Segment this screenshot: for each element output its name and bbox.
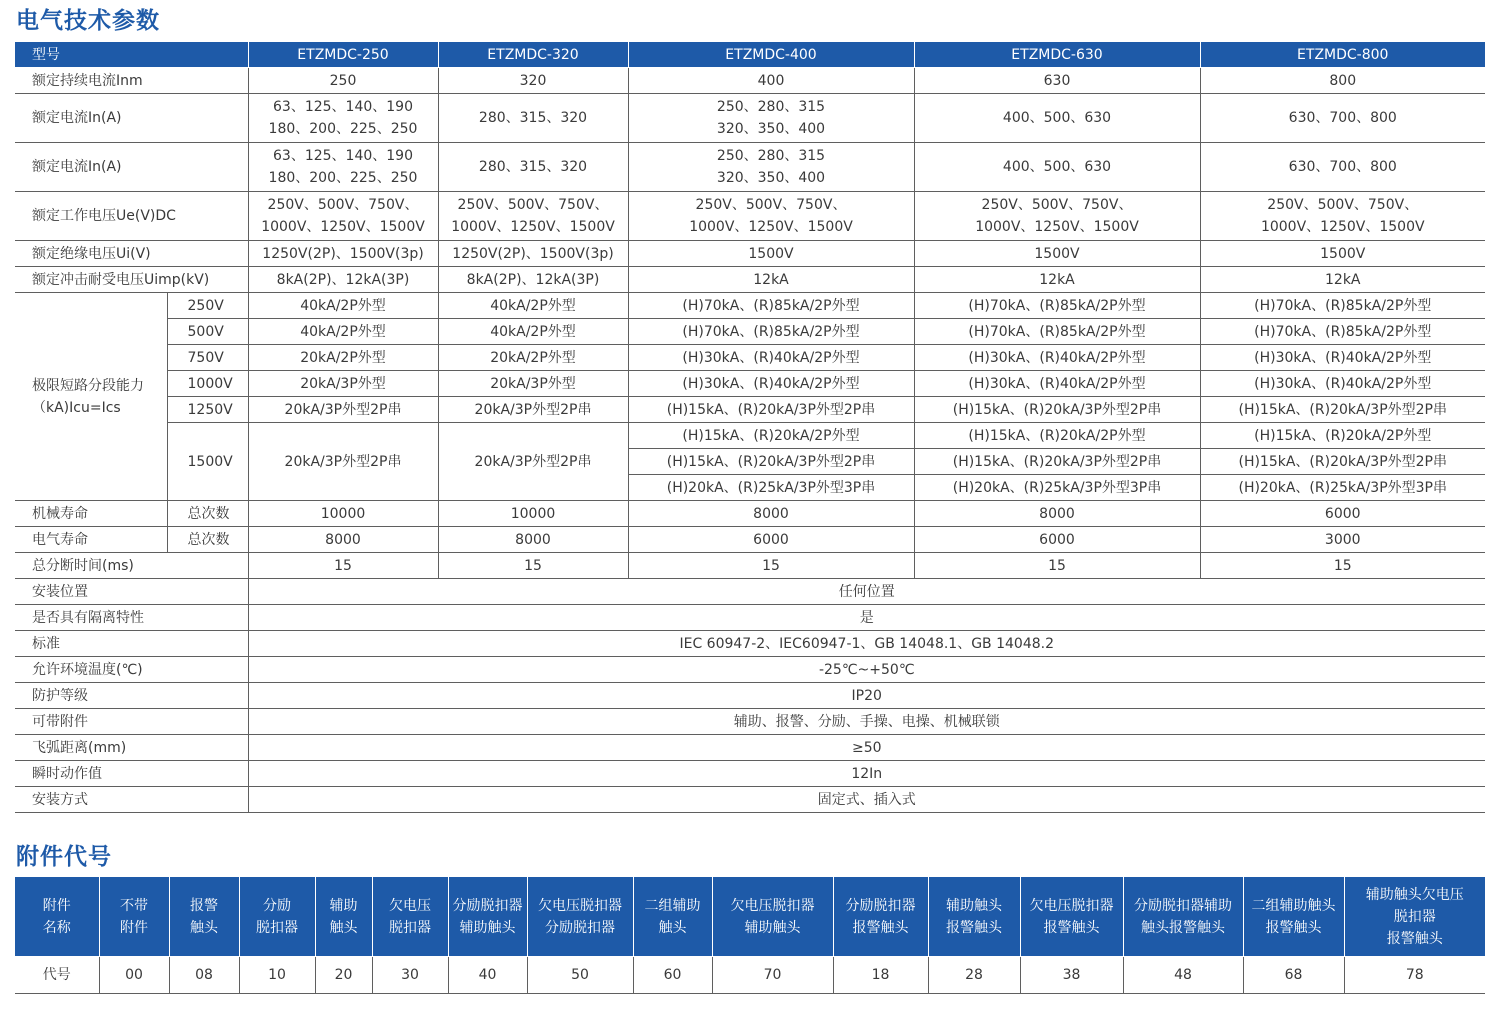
table-row <box>15 527 1485 553</box>
header-line: 辅助触头 <box>459 919 516 936</box>
cell: 15 <box>438 553 628 579</box>
table-row <box>15 345 1485 371</box>
header-line: 报警触头 <box>1386 930 1443 947</box>
voltage-label: 750V <box>167 345 248 371</box>
cell: 8000 <box>248 527 438 553</box>
header-line: 欠电压脱扣器 <box>730 897 815 914</box>
accessory-header-row <box>15 877 1485 957</box>
header-line: 触头 <box>329 919 358 936</box>
cell <box>248 94 438 143</box>
cell: (H)70kA、(R)85kA/2P外型 <box>914 319 1200 345</box>
cell: 250 <box>248 68 438 94</box>
row-label: 额定绝缘电压Ui(V) <box>15 241 248 267</box>
accessory-code: 10 <box>239 957 315 994</box>
spec-table <box>15 41 1485 813</box>
row-label: 电气寿命 <box>15 527 167 553</box>
row-label: 机械寿命 <box>15 501 167 527</box>
cell: (H)30kA、(R)40kA/2P外型 <box>1200 345 1485 371</box>
accessory-code: 48 <box>1123 957 1243 994</box>
cell: 40kA/2P外型 <box>248 293 438 319</box>
table-row <box>15 709 1485 735</box>
cell: IEC 60947-2、IEC60947-1、GB 14048.1、GB 14048.2 <box>248 631 1485 657</box>
cell: 8000 <box>438 527 628 553</box>
table-row <box>15 397 1485 423</box>
cell <box>914 192 1200 241</box>
cell: IP20 <box>248 683 1485 709</box>
accessory-code: 68 <box>1243 957 1344 994</box>
header-line: 触头 <box>658 919 687 936</box>
row-label: 飞弧距离(mm) <box>15 735 248 761</box>
accessory-name-header <box>1123 877 1243 957</box>
cell-line: 180、200、225、250 <box>268 121 418 137</box>
cell <box>914 94 1200 143</box>
accessory-code: 18 <box>833 957 928 994</box>
cell: 12kA <box>914 267 1200 293</box>
accessory-code: 60 <box>633 957 712 994</box>
header-line: 分励 <box>263 897 291 914</box>
cell <box>438 94 628 143</box>
table-row <box>15 553 1485 579</box>
accessory-code: 50 <box>527 957 633 994</box>
cell-line: 280、315、320 <box>478 159 588 175</box>
cell: 800 <box>1200 68 1485 94</box>
header-line: 报警触头 <box>946 919 1002 936</box>
cell: (H)70kA、(R)85kA/2P外型 <box>914 293 1200 319</box>
cell: 6000 <box>1200 501 1485 527</box>
accessory-name-header <box>448 877 527 957</box>
header-line: 触头报警触头 <box>1141 919 1225 936</box>
accessory-name-header <box>1344 877 1485 957</box>
cell: 任何位置 <box>248 579 1485 605</box>
header-line: 二组辅助 <box>644 897 701 914</box>
header-line: 脱扣器 <box>256 919 298 936</box>
model-header: ETZMDC-800 <box>1200 42 1485 68</box>
accessory-code: 70 <box>712 957 833 994</box>
sub-label: 总次数 <box>167 501 248 527</box>
cell-line: 250V、500V、750V、 <box>457 197 609 213</box>
accessory-name-header <box>712 877 833 957</box>
cell <box>1200 143 1485 192</box>
accessory-name-header <box>315 877 372 957</box>
cell: (H)15kA、(R)20kA/3P外型2P串 <box>914 449 1200 475</box>
accessory-code: 08 <box>169 957 239 994</box>
cell: (H)30kA、(R)40kA/2P外型 <box>628 371 914 397</box>
cell: 8000 <box>628 501 914 527</box>
cell-line: 63、125、140、190 <box>273 99 413 115</box>
cell-line: 280、315、320 <box>478 110 588 126</box>
accessory-code: 00 <box>99 957 169 994</box>
cell: 20kA/3P外型2P串 <box>248 423 438 501</box>
cell: 1500V <box>914 241 1200 267</box>
table-row <box>15 143 1485 192</box>
cell: 8kA(2P)、12kA(3P) <box>438 267 628 293</box>
code-label: 代号 <box>15 957 99 994</box>
header-line: 分励脱扣器辅助 <box>1134 897 1232 914</box>
row-label: 额定冲击耐受电压Uimp(kV) <box>15 267 248 293</box>
cell: (H)15kA、(R)20kA/3P外型2P串 <box>914 397 1200 423</box>
cell: 15 <box>1200 553 1485 579</box>
table-row <box>15 371 1485 397</box>
cell: 10000 <box>438 501 628 527</box>
cell-line: 400、500、630 <box>1002 159 1112 175</box>
cell-line: 630、700、800 <box>1288 159 1397 175</box>
cell <box>1200 192 1485 241</box>
cell: 40kA/2P外型 <box>438 319 628 345</box>
cell-line: 1000V、1250V、1500V <box>975 219 1139 235</box>
voltage-label: 500V <box>167 319 248 345</box>
cell: (H)30kA、(R)40kA/2P外型 <box>1200 371 1485 397</box>
cell-line: 1000V、1250V、1500V <box>689 219 853 235</box>
voltage-label: 1000V <box>167 371 248 397</box>
header-line: 附件 <box>120 919 148 936</box>
row-label: 防护等级 <box>15 683 248 709</box>
header-line: 辅助 <box>329 897 358 914</box>
cell: 15 <box>248 553 438 579</box>
accessory-code: 20 <box>315 957 372 994</box>
table-row <box>15 657 1485 683</box>
cell <box>628 143 914 192</box>
row-label: 允许环境温度(℃) <box>15 657 248 683</box>
row-label: 标准 <box>15 631 248 657</box>
cell: 630 <box>914 68 1200 94</box>
table-row <box>15 501 1485 527</box>
row-label: 瞬时动作值 <box>15 761 248 787</box>
cell: ≥50 <box>248 735 1485 761</box>
cell <box>438 192 628 241</box>
cell: (H)15kA、(R)20kA/3P外型2P串 <box>1200 397 1485 423</box>
row-label: 额定持续电流Inm <box>15 68 248 94</box>
cell: (H)30kA、(R)40kA/2P外型 <box>628 345 914 371</box>
table-row <box>15 761 1485 787</box>
row-label: 额定工作电压Ue(V)DC <box>15 192 248 241</box>
label-line: （kA)Icu=Ics <box>32 399 121 416</box>
row-label: 额定电流In(A) <box>15 143 248 192</box>
cell: (H)70kA、(R)85kA/2P外型 <box>628 293 914 319</box>
header-line: 辅助触头 <box>946 897 1002 914</box>
accessory-code: 28 <box>928 957 1020 994</box>
table-row <box>15 192 1485 241</box>
accessory-name-header <box>239 877 315 957</box>
header-line: 触头 <box>190 919 218 936</box>
model-header: ETZMDC-250 <box>248 42 438 68</box>
header-line: 分励脱扣器 <box>545 919 615 936</box>
cell: (H)20kA、(R)25kA/3P外型3P串 <box>1200 475 1485 501</box>
header-line: 二组辅助触头 <box>1251 897 1336 914</box>
accessory-name-header <box>833 877 928 957</box>
cell: -25℃~+50℃ <box>248 657 1485 683</box>
cell: 320 <box>438 68 628 94</box>
row-label: 可带附件 <box>15 709 248 735</box>
cell-line: 250V、500V、750V、 <box>267 197 419 213</box>
label-line: 极限短路分段能力 <box>32 377 144 394</box>
voltage-label: 250V <box>167 293 248 319</box>
cell-line: 250V、500V、750V、 <box>1267 197 1419 213</box>
table-row <box>15 787 1485 813</box>
cell: 20kA/3P外型2P串 <box>248 397 438 423</box>
table-row <box>15 631 1485 657</box>
accessory-name-header <box>99 877 169 957</box>
cell: 20kA/3P外型 <box>438 371 628 397</box>
row-label: 额定电流In(A) <box>15 94 248 143</box>
accessory-code-row <box>15 957 1485 994</box>
header-line: 欠电压脱扣器 <box>538 897 622 914</box>
cell: (H)15kA、(R)20kA/3P外型2P串 <box>628 397 914 423</box>
cell <box>1200 94 1485 143</box>
table-row <box>15 683 1485 709</box>
cell: 6000 <box>914 527 1200 553</box>
accessory-name-header <box>928 877 1020 957</box>
row-label <box>15 293 167 501</box>
header-line: 欠电压脱扣器 <box>1029 897 1114 914</box>
cell-line: 250、280、315 <box>716 99 826 115</box>
table-row <box>15 241 1485 267</box>
spec-header-row <box>15 42 1485 68</box>
cell: (H)15kA、(R)20kA/2P外型 <box>1200 423 1485 449</box>
model-header: ETZMDC-630 <box>914 42 1200 68</box>
header-line: 辅助触头欠电压 <box>1365 886 1464 903</box>
cell <box>438 143 628 192</box>
cell: (H)30kA、(R)40kA/2P外型 <box>914 371 1200 397</box>
cell: 是 <box>248 605 1485 631</box>
cell: 400 <box>628 68 914 94</box>
table-row <box>15 68 1485 94</box>
row-label: 安装位置 <box>15 579 248 605</box>
cell: 20kA/3P外型2P串 <box>438 423 628 501</box>
cell: 15 <box>628 553 914 579</box>
table-row <box>15 735 1485 761</box>
cell-line: 250V、500V、750V、 <box>981 197 1133 213</box>
table-row <box>15 293 1485 319</box>
cell-line: 320、350、400 <box>716 121 826 137</box>
voltage-label: 1500V <box>167 423 248 501</box>
cell <box>628 192 914 241</box>
table-row <box>15 605 1485 631</box>
header-line: 报警触头 <box>852 919 909 936</box>
header-line: 不带 <box>120 897 148 914</box>
header-line: 附件 <box>42 897 71 914</box>
table-row <box>15 94 1485 143</box>
cell: 1500V <box>628 241 914 267</box>
cell-line: 250、280、315 <box>716 148 826 164</box>
cell-line: 1000V、1250V、1500V <box>1260 219 1425 235</box>
accessory-name-header <box>1243 877 1344 957</box>
accessory-name-header <box>527 877 633 957</box>
cell: 12kA <box>1200 267 1485 293</box>
cell: 10000 <box>248 501 438 527</box>
cell: 辅助、报警、分励、手操、电操、机械联锁 <box>248 709 1485 735</box>
cell: 8kA(2P)、12kA(3P) <box>248 267 438 293</box>
header-line: 报警触头 <box>1043 919 1100 936</box>
cell: 6000 <box>628 527 914 553</box>
cell-line: 250V、500V、750V、 <box>695 197 847 213</box>
accessory-name-header <box>169 877 239 957</box>
cell: 20kA/3P外型2P串 <box>438 397 628 423</box>
cell: 20kA/2P外型 <box>248 345 438 371</box>
cell: 40kA/2P外型 <box>248 319 438 345</box>
sub-label: 总次数 <box>167 527 248 553</box>
row-label: 安装方式 <box>15 787 248 813</box>
cell <box>248 192 438 241</box>
cell: 20kA/3P外型 <box>248 371 438 397</box>
cell: 20kA/2P外型 <box>438 345 628 371</box>
cell: 1500V <box>1200 241 1485 267</box>
header-line: 脱扣器 <box>1393 908 1436 925</box>
header-line: 欠电压 <box>389 897 431 914</box>
accessory-name-header <box>633 877 712 957</box>
header-line: 脱扣器 <box>389 919 431 936</box>
cell: 1250V(2P)、1500V(3p) <box>248 241 438 267</box>
accessory-code-table <box>15 876 1485 994</box>
cell-line: 400、500、630 <box>1002 110 1112 126</box>
accessories-title: 附件代号 <box>16 844 112 870</box>
row-label: 总分断时间(ms) <box>15 553 248 579</box>
header-line: 分励脱扣器 <box>452 897 523 914</box>
model-header: ETZMDC-400 <box>628 42 914 68</box>
cell-line: 1000V、1250V、1500V <box>451 219 615 235</box>
cell: (H)15kA、(R)20kA/3P外型2P串 <box>1200 449 1485 475</box>
cell-line: 1000V、1250V、1500V <box>261 219 425 235</box>
cell: (H)15kA、(R)20kA/2P外型 <box>628 423 914 449</box>
cell <box>628 94 914 143</box>
cell: (H)70kA、(R)85kA/2P外型 <box>628 319 914 345</box>
accessory-name-header <box>372 877 448 957</box>
accessory-code: 38 <box>1020 957 1123 994</box>
cell <box>248 143 438 192</box>
table-row <box>15 423 1485 449</box>
header-line: 辅助触头 <box>744 919 801 936</box>
cell: 8000 <box>914 501 1200 527</box>
cell: 40kA/2P外型 <box>438 293 628 319</box>
table-row <box>15 267 1485 293</box>
cell-line: 180、200、225、250 <box>268 170 418 186</box>
voltage-label: 1250V <box>167 397 248 423</box>
accessory-code: 78 <box>1344 957 1485 994</box>
cell <box>914 143 1200 192</box>
header-line: 报警触头 <box>1265 919 1322 936</box>
cell: 1250V(2P)、1500V(3p) <box>438 241 628 267</box>
cell: (H)20kA、(R)25kA/3P外型3P串 <box>914 475 1200 501</box>
cell: 12In <box>248 761 1485 787</box>
cell: (H)30kA、(R)40kA/2P外型 <box>914 345 1200 371</box>
table-row <box>15 319 1485 345</box>
cell: 12kA <box>628 267 914 293</box>
cell: (H)20kA、(R)25kA/3P外型3P串 <box>628 475 914 501</box>
accessory-name-header <box>1020 877 1123 957</box>
cell: 固定式、插入式 <box>248 787 1485 813</box>
header-line: 名称 <box>42 919 71 936</box>
specs-title: 电气技术参数 <box>16 8 160 34</box>
table-row <box>15 579 1485 605</box>
cell-line: 63、125、140、190 <box>273 148 413 164</box>
cell: (H)70kA、(R)85kA/2P外型 <box>1200 319 1485 345</box>
accessory-code: 30 <box>372 957 448 994</box>
row-label: 是否具有隔离特性 <box>15 605 248 631</box>
cell: 15 <box>914 553 1200 579</box>
cell: 3000 <box>1200 527 1485 553</box>
header-line: 分励脱扣器 <box>845 897 916 914</box>
accessory-code: 40 <box>448 957 527 994</box>
cell-line: 320、350、400 <box>716 170 826 186</box>
model-header-label: 型号 <box>15 42 248 68</box>
accessory-header-label <box>15 877 99 957</box>
model-header: ETZMDC-320 <box>438 42 628 68</box>
header-line: 报警 <box>190 897 218 914</box>
cell: (H)70kA、(R)85kA/2P外型 <box>1200 293 1485 319</box>
cell-line: 630、700、800 <box>1288 110 1397 126</box>
cell: (H)15kA、(R)20kA/3P外型2P串 <box>628 449 914 475</box>
cell: (H)15kA、(R)20kA/2P外型 <box>914 423 1200 449</box>
